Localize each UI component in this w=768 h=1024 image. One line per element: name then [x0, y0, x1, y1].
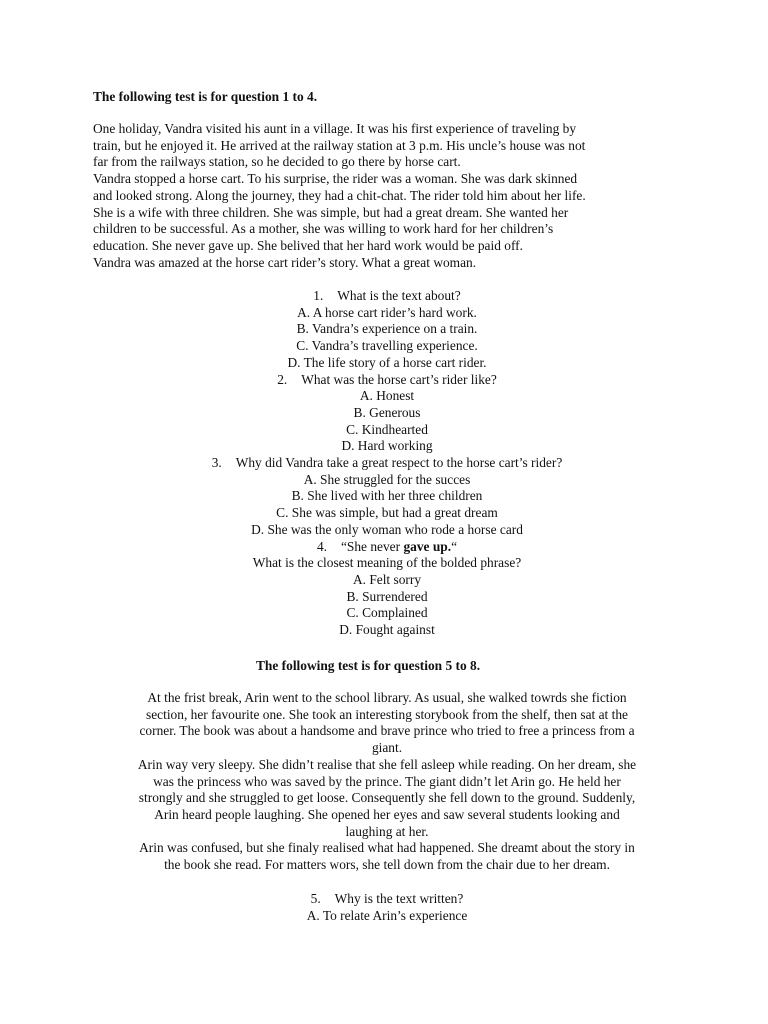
story-line: One holiday, Vandra visited his aunt in a village. It was his first experience of traveling by	[93, 121, 577, 136]
question-number: 5.	[310, 891, 321, 906]
quote-open: “She never	[340, 538, 404, 554]
answer-option: C. She was simple, but had a great dream	[276, 505, 498, 521]
question-text: What is the closest meaning of the bolded phrase?	[252, 555, 522, 571]
story-line: the book she read. For matters wors, she tell down from the chair due to her dream.	[164, 857, 610, 873]
question-text: Why is the text written?	[334, 891, 464, 906]
section-2-questions	[96, 891, 678, 924]
story-line: Arin heard people laughing. She opened her eyes and saw several students looking and	[154, 806, 620, 822]
story-line: corner. The book was about a handsome and brave prince who tried to free a princess from a	[139, 723, 635, 739]
story-line: was the princess who was saved by the prince. The giant didn’t let Arin go. He held her	[153, 773, 621, 789]
answer-option: A. To relate Arin’s experience	[306, 907, 468, 923]
story-line: Arin was confused, but she finaly realised what had happened. She dreamt about the story in	[139, 840, 635, 856]
story-line: Vandra was amazed at the horse cart rider’s story. What a great woman.	[93, 254, 477, 270]
bolded-phrase: gave up.	[403, 538, 452, 554]
story-line: section, her favourite one. She took an interesting storybook from the shelf, then sat at the	[146, 706, 628, 722]
answer-option: D. She was the only woman who rode a horse card	[251, 521, 523, 537]
story-line: Arin way very sleepy. She didn’t realise that she fell asleep while reading. On her dream, she	[137, 756, 637, 772]
section-1-questions	[96, 288, 678, 639]
story-line: She is a wife with three children. She was simple, but had a great dream. She wanted her	[93, 204, 569, 220]
story-line: Vandra stopped a horse cart. To his surprise, the rider was a woman. She was dark skinned	[93, 171, 578, 187]
story-line: strongly and she struggled to get loose. Consequently she fell down to the ground. Suddenly,	[138, 790, 636, 806]
question-1	[96, 288, 678, 305]
story-line: children to be successful. As a mother, she was willing to work hard for her children’s	[93, 221, 554, 237]
answer-option: C. Complained	[346, 605, 428, 621]
question-text: What was the horse cart’s rider like?	[301, 371, 497, 387]
answer-option: B. Generous	[353, 404, 421, 420]
story-line: far from the railways station, so he decided to go there by horse cart.	[93, 154, 461, 170]
question-text: Why did Vandra take a great respect to the horse cart’s rider?	[235, 455, 563, 471]
question-5	[96, 891, 678, 908]
answer-option: B. Surrendered	[346, 588, 428, 604]
story-line: laughing at her.	[345, 823, 429, 839]
quote-close: “	[451, 538, 458, 554]
story-line: education. She never gave up. She belived that her hard work would be paid off.	[93, 237, 523, 253]
question-text: What is the text about?	[337, 288, 461, 303]
question-number: 4.	[316, 538, 328, 554]
section-2-heading: The following test is for question 5 to 8.	[256, 658, 481, 673]
answer-option: A. A horse cart rider’s hard work.	[297, 304, 477, 320]
answer-option: D. Hard working	[341, 438, 433, 454]
story-line: and looked strong. Along the journey, they had a chit-chat. The rider told him about her life.	[93, 187, 586, 203]
question-number: 1.	[313, 288, 324, 303]
answer-option: C. Vandra’s travelling experience.	[296, 338, 478, 354]
question-number: 3.	[211, 455, 222, 471]
answer-option: A. She struggled for the succes	[303, 471, 471, 487]
answer-option: A. Honest	[359, 388, 415, 404]
answer-option: D. Fought against	[339, 622, 435, 638]
story-line: At the frist break, Arin went to the school library. As usual, she walked towrds she fiction	[147, 690, 627, 705]
question-3	[96, 455, 678, 472]
answer-option: B. Vandra’s experience on a train.	[296, 321, 478, 337]
answer-option: D. The life story of a horse cart rider.	[287, 354, 487, 370]
answer-option: A. Felt sorry	[352, 571, 422, 587]
answer-option: C. Kindhearted	[346, 421, 428, 437]
story-line: giant.	[371, 740, 403, 756]
question-4	[96, 539, 678, 556]
question-2	[96, 372, 678, 389]
section-2-story	[96, 690, 678, 874]
section-1-heading: The following test is for question 1 to 4.	[93, 89, 318, 104]
answer-option: B. She lived with her three children	[291, 488, 483, 504]
section-1-story	[93, 121, 693, 271]
question-number: 2.	[277, 371, 288, 387]
story-line: train, but he enjoyed it. He arrived at the railway station at 3 p.m. His uncle’s house was not	[93, 137, 586, 153]
